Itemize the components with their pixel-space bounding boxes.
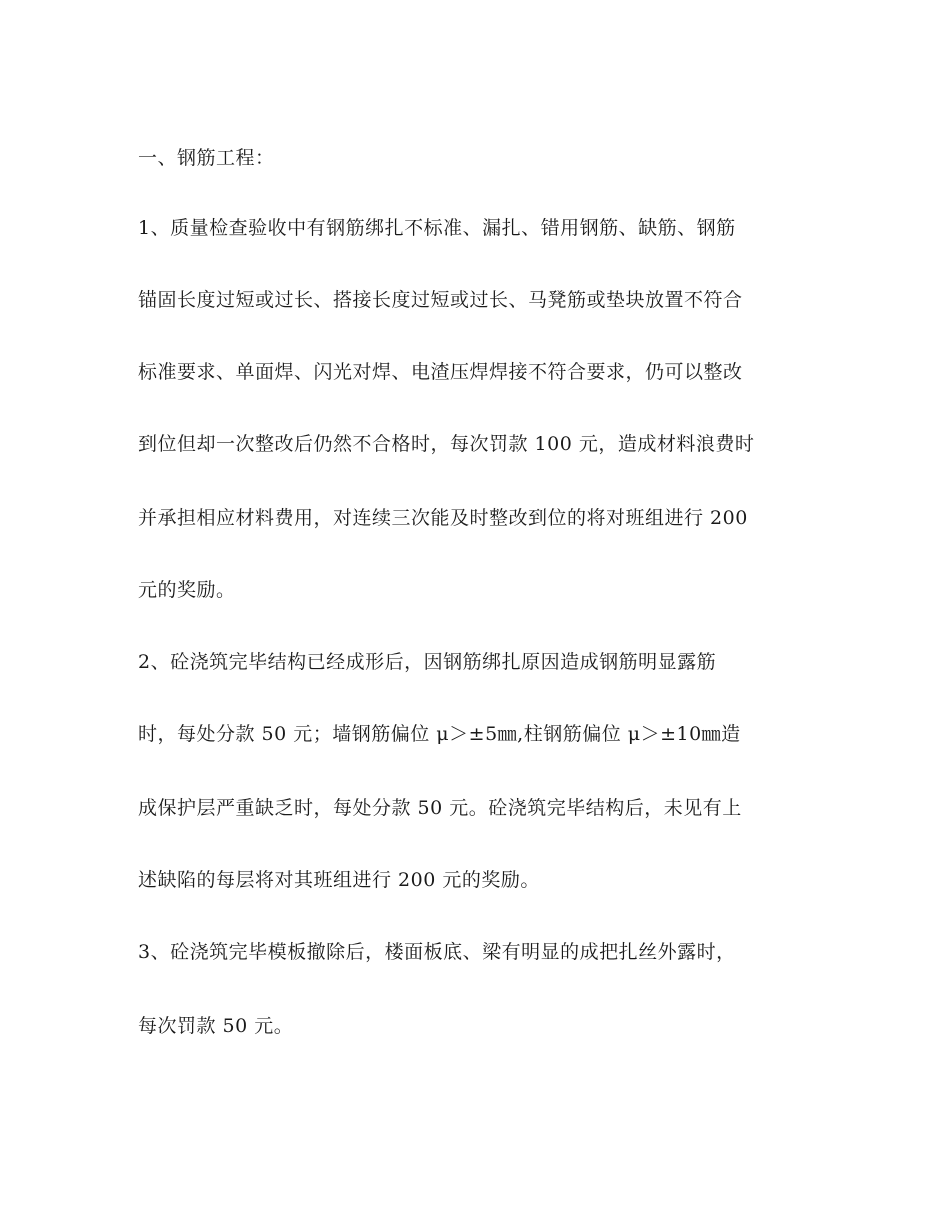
paragraph-line: 每次罚款 50 元。 (138, 1015, 294, 1037)
paragraph-line: 2、砼浇筑完毕结构已经成形后，因钢筋绑扎原因造成钢筋明显露筋 (138, 651, 717, 673)
paragraph-line: 成保护层严重缺乏时，每处分款 50 元。砼浇筑完毕结构后，未见有上 (138, 797, 742, 819)
paragraph-line: 述缺陷的每层将对其班组进行 200 元的奖励。 (138, 869, 540, 891)
paragraph-line: 1、质量检查验收中有钢筋绑扎不标准、漏扎、错用钢筋、缺筋、钢筋 (138, 217, 736, 239)
section-heading: 一、钢筋工程： (138, 147, 275, 169)
paragraph-line: 标准要求、单面焊、闪光对焊、电渣压焊焊接不符合要求，仍可以整改 (138, 361, 743, 383)
paragraph-line: 3、砼浇筑完毕模板撤除后，楼面板底、梁有明显的成把扎丝外露时， (138, 941, 736, 963)
paragraph-line: 并承担相应材料费用，对连续三次能及时整改到位的将对班组进行 200 (138, 507, 748, 529)
paragraph-line: 时，每处分款 50 元；墙钢筋偏位 μ＞±5㎜,柱钢筋偏位 μ＞±10㎜造 (138, 723, 741, 745)
paragraph-line: 到位但却一次整改后仍然不合格时，每次罚款 100 元，造成材料浪费时 (138, 433, 755, 455)
paragraph-line: 锚固长度过短或过长、搭接长度过短或过长、马凳筋或垫块放置不符合 (138, 289, 743, 311)
paragraph-line: 元的奖励。 (138, 579, 236, 601)
